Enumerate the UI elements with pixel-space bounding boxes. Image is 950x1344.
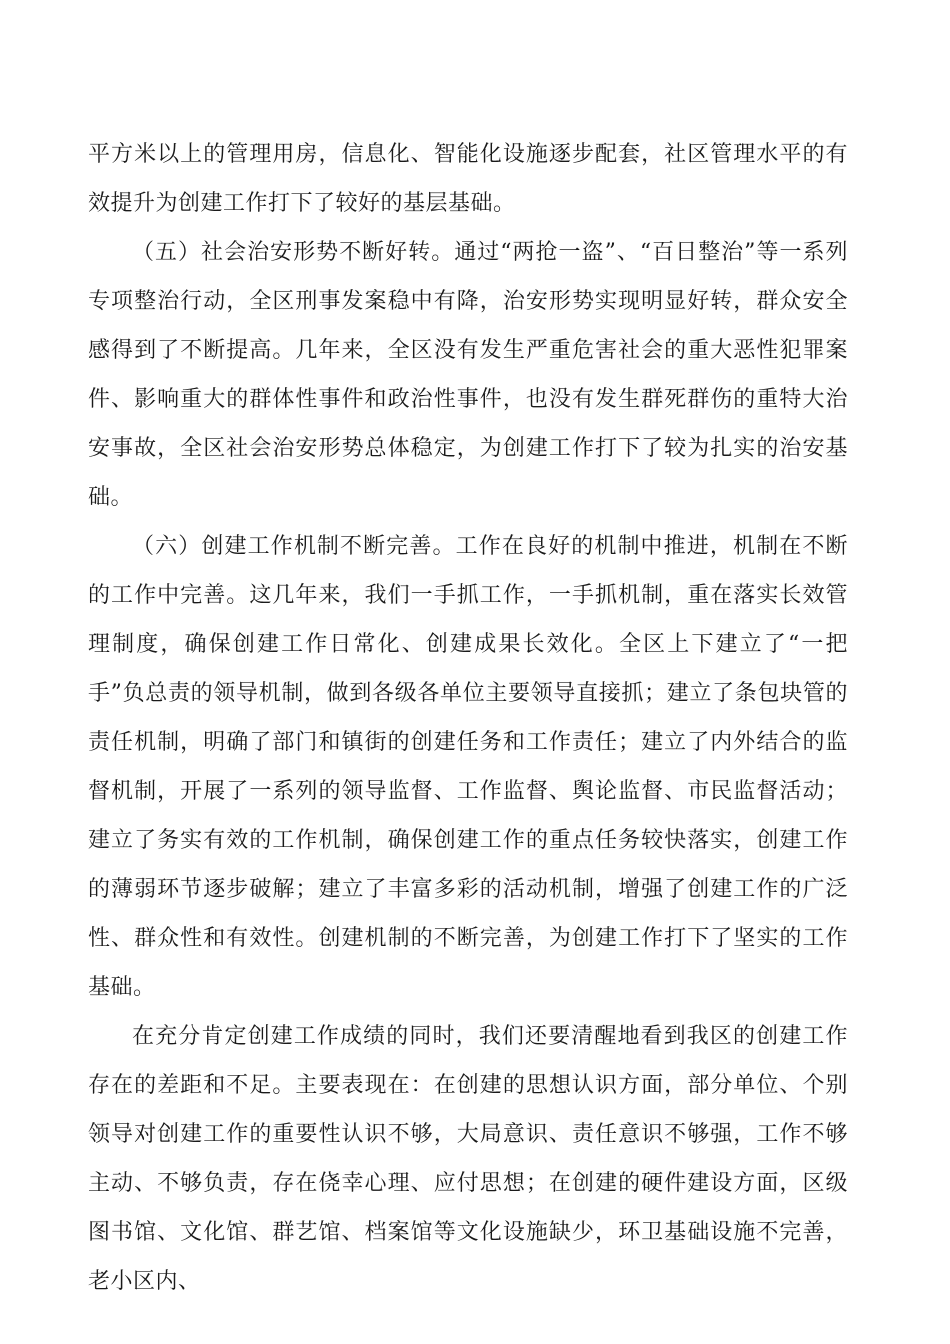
- paragraph-shortcomings: 在充分肯定创建工作成绩的同时，我们还要清醒地看到我区的创建工作存在的差距和不足。主要表现在：在创建的思想认识方面，部分单位、个别领导对创建工作的重要性认识不够，大局意识、责任意识不够强，工作不够主动、不够负责，存在侥幸心理、应付思想；在创建的硬件建设方面，区级图书馆、文化馆、群艺馆、档案馆等文化设施缺少，环卫基础设施不完善，老小区内、: [88, 1024, 848, 1294]
- paragraph-continuation: 平方米以上的管理用房，信息化、智能化设施逐步配套，社区管理水平的有效提升为创建工作打下了较好的基层基础。: [88, 142, 848, 216]
- paragraph-public-security: （五）社会治安形势不断好转。通过“两抢一盗”、“百日整治”等一系列专项整治行动，全区刑事发案稳中有降，治安形势实现明显好转，群众安全感得到了不断提高。几年来，全区没有发生严重危害社会的重大恶性犯罪案件、影响重大的群体性事件和政治性事件，也没有发生群死群伤的重特大治安事故，全区社会治安形势总体稳定，为创建工作打下了较为扎实的治安基础。: [88, 240, 848, 510]
- document-body: [88, 130, 848, 1306]
- paragraph-work-mechanism: （六）创建工作机制不断完善。工作在良好的机制中推进，机制在不断的工作中完善。这几年来，我们一手抓工作，一手抓机制，重在落实长效管理制度，确保创建工作日常化、创建成果长效化。全区上下建立了“一把手”负总责的领导机制，做到各级各单位主要领导直接抓；建立了条包块管的责任机制，明确了部门和镇街的创建任务和工作责任；建立了内外结合的监督机制，开展了一系列的领导监督、工作监督、舆论监督、市民监督活动；建立了务实有效的工作机制，确保创建工作的重点任务较快落实，创建工作的薄弱环节逐步破解；建立了丰富多彩的活动机制，增强了创建工作的广泛性、群众性和有效性。创建机制的不断完善，为创建工作打下了坚实的工作基础。: [88, 534, 848, 1000]
